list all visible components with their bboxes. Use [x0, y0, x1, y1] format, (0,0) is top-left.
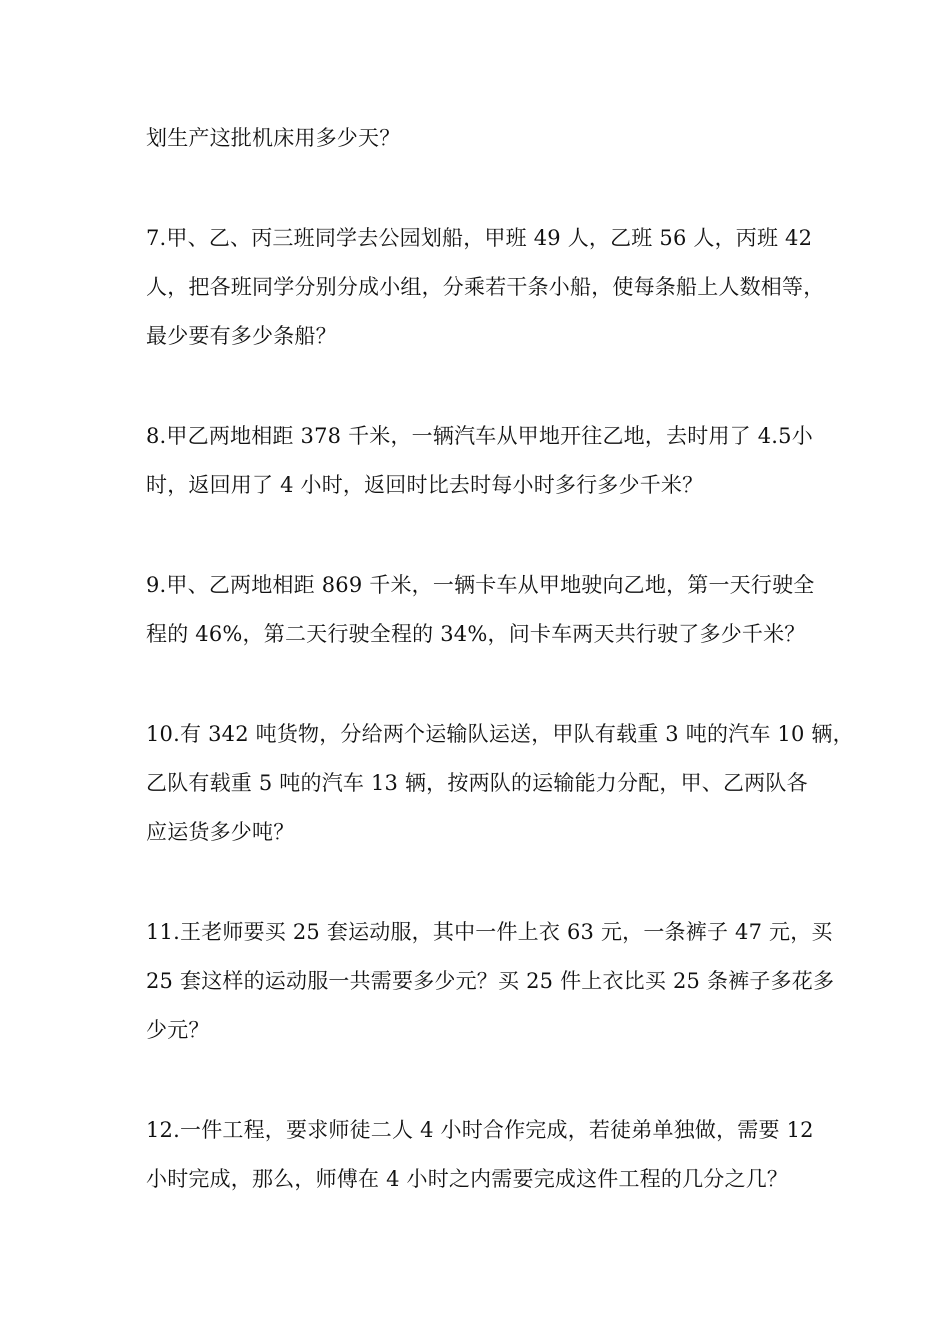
problem-10-line-3: 应运货多少吨？ — [146, 820, 295, 844]
problem-12-line-1: 12.一件工程，要求师徒二人 4 小时合作完成，若徒弟单独做，需要 12 — [146, 1118, 814, 1142]
problem-12-line-2: 小时完成，那么，师傅在 4 小时之内需要完成这件工程的几分之几？ — [146, 1167, 789, 1191]
problem-11-line-1: 11.王老师要买 25 套运动服，其中一件上衣 63 元，一条裤子 47 元，买 — [146, 920, 833, 944]
problem-8-line-1: 8.甲乙两地相距 378 千米，一辆汽车从甲地开往乙地，去时用了 4.5小 — [146, 424, 813, 448]
problem-10-line-2: 乙队有载重 5 吨的汽车 13 辆，按两队的运输能力分配，甲、乙两队各 — [146, 771, 808, 795]
problem-7-line-2: 人，把各班同学分别分成小组，分乘若干条小船，使每条船上人数相等， — [146, 275, 825, 299]
problem-11-line-2: 25 套这样的运动服一共需要多少元？买 25 件上衣比买 25 条裤子多花多 — [146, 969, 835, 993]
problem-7-line-3: 最少要有多少条船？ — [146, 324, 337, 348]
problem-10-line-1: 10.有 342 吨货物，分给两个运输队运送，甲队有载重 3 吨的汽车 10 辆， — [146, 722, 854, 746]
problem-8-line-2: 时，返回用了 4 小时，返回时比去时每小时多行多少千米？ — [146, 473, 704, 497]
problem-9-line-1: 9.甲、乙两地相距 869 千米，一辆卡车从甲地驶向乙地，第一天行驶全 — [146, 573, 815, 597]
problem-9-line-2: 程的 46%，第二天行驶全程的 34%，问卡车两天共行驶了多少千米？ — [146, 622, 806, 646]
problem-11-line-3: 少元？ — [146, 1018, 210, 1042]
problem-6-continuation: 划生产这批机床用多少天？ — [146, 126, 401, 150]
problem-7-line-1: 7.甲、乙、丙三班同学去公园划船，甲班 49 人，乙班 56 人，丙班 42 — [146, 226, 813, 250]
